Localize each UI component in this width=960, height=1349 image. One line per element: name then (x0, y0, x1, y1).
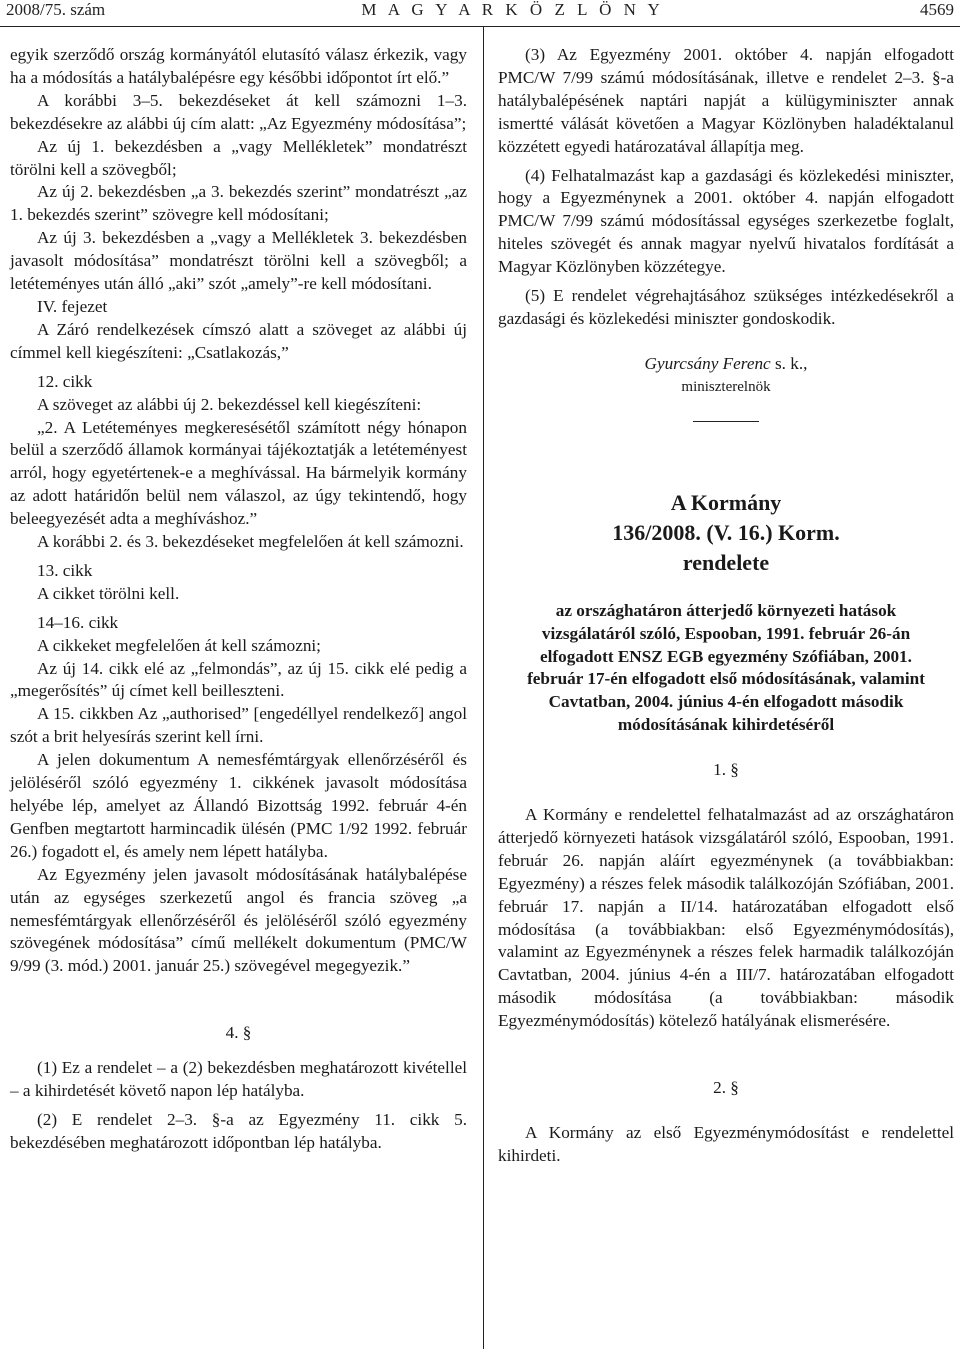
signature-line (498, 353, 954, 376)
government-heading: A Kormány (670, 489, 782, 515)
page-number: 4569 (919, 0, 954, 19)
section-heading: 4. § (225, 1023, 252, 1043)
paragraph: (4) Felhatalmazást kap a gazdasági és közlekedési miniszter, hogy a Egyezménynek a 2001. október 4. napján elfogadott PMC/W 7/99 számú módosítással egységes szerkezetbe foglalt, hiteles szövegét és annak magyar nyelvű hivatalos fordítását a Magyar Közlönyben közzétegye. (498, 165, 954, 277)
header-rule (0, 26, 960, 27)
article-heading: 14–16. cikk (37, 612, 119, 632)
paragraph: egyik szerződő ország kormányától elutasító válasz érkezik, vagy ha a módosítás a hatálybalépésre egy későbbi időpontot írt elő.” (10, 45, 467, 87)
decree-word: rendelete (682, 549, 770, 575)
section-heading: 1. § (713, 760, 739, 780)
signer-title: miniszterelnök (681, 378, 771, 395)
page-header (6, 0, 954, 24)
paragraph: „2. A Letéteményes megkeresésétől számított négy hónapon belül a szerződő államok kormányai tájékoztatják a letéteményest arról, hogy egyetértenek-e a meghívással. Ha bármelyik kormány az adott határidőn belül nem válaszol, az úgy tekintendő, hogy beleegyezését adta a meghíváshoz.” (10, 417, 467, 529)
paragraph: A szöveget az alábbi új 2. bekezdéssel kell kiegészíteni: (37, 394, 422, 414)
paragraph: (3) Az Egyezmény 2001. október 4. napján elfogadott PMC/W 7/99 számú módosításának, illetve e rendelet 2–3. §-a hatálybalépésének naptári napját a külügyminiszter annak ismertté válását követően a Magyar Közlönyben haladéktalanul közzétett egyedi határozatával állapítja meg. (498, 45, 954, 156)
signer-suffix: s. k., (770, 353, 808, 373)
paragraph: (5) E rendelet végrehajtásához szükséges intézkedésekről a gazdasági és közlekedési miniszter gondoskodik. (498, 286, 954, 328)
paragraph: A Kormány az első Egyezménymódosítást e rendelettel kihirdeti. (498, 1123, 954, 1165)
paragraph: Az új 1. bekezdésben a „vagy Mellékletek” mondatrészt törölni kell a szövegből; (10, 136, 467, 179)
decree-number: 136/2008. (V. 16.) Korm. (612, 519, 840, 545)
section-heading: 2. § (713, 1078, 739, 1098)
paragraph: Az új 3. bekezdésben a „vagy a Mellékletek 3. bekezdésben javasolt módosítása” mondatrészt törölni kell a szövegből; a letéteményes után álló „aki” szót „amely”-re kell módosítani. (10, 228, 467, 294)
signer-name: Gyurcsány Ferenc (644, 353, 771, 373)
paragraph: A 15. cikkben Az „authorised” [engedéllyel rendelkező] angol szót a brit helyesírás szerint kell írni. (10, 704, 467, 747)
article-heading: 12. cikk (37, 371, 93, 391)
paragraph: A korábbi 2. és 3. bekezdéseket megfelelően át kell számozni. (37, 532, 464, 552)
paragraph: A cikket törölni kell. (37, 583, 180, 603)
decree-title: az országhatáron átterjedő környezeti hatások vizsgálatáról szóló, Espooban, 1991. február 26-án elfogadott ENSZ EGB egyezmény Szófiában, 2001. február 17-én elfogadott első módosításának, valamint Cavtatban, 2004. június 4-én elfogadott második módosításának kihirdetéséről (527, 600, 925, 735)
paragraph: A jelen dokumentum A nemesfémtárgyak ellenőrzéséről és jelöléséről szóló egyezmény 1. cikkének javasolt módosítása helyébe lép, amelyet az Állandó Bizottság 1992. február 4-én Genfben megtartott harmincadik ülésén (PMC 1/92 1992. február 26.) fogadott el, és amely nem lépett hatályba. (10, 750, 467, 861)
chapter-heading: IV. fejezet (37, 296, 108, 316)
paragraph: Az Egyezmény jelen javasolt módosításának hatálybalépése után az egységes szerkezetű angol és francia szöveg „a nemesfémtárgyak ellenőrzéséről és jelöléséről szóló egyezmény szövegének módosítása” című mellékelt dokumentum (PMC/W 9/99 (3. mód.) 2001. január 25.) szövegével megegyezik.” (10, 864, 467, 976)
right-column (498, 44, 954, 1168)
article-heading: 13. cikk (37, 560, 93, 580)
journal-title: M A G Y A R K Ö Z L Ö N Y (361, 0, 664, 19)
paragraph: Az új 14. cikk elé az „felmondás”, az új 15. cikk elé pedig a „megerősítés” új címet kell beilleszteni. (10, 658, 467, 701)
paragraph: A Kormány e rendelettel felhatalmazást ad az országhatáron átterjedő környezeti hatások vizsgálatáról szóló, Espooban, 1991. február 26. napján aláírt egyezménynek (a továbbiakban: Egyezmény) a részes felek második találkozóján Szófiában, 2001. február 17. napján a II/14. határozatában elfogadott első módosítása (a továbbiakban: első Egyezménymódosítás), valamint az Egyezménynek a részes felek harmadik találkozóján Cavtatban, 2004. június 4-én a III/7. határozatában elfogadott második módosítása (a továbbiakban: második Egyezménymódosítás) kötelező hatályának elismerésére. (498, 805, 954, 1031)
left-column (10, 44, 467, 1155)
paragraph: (1) Ez a rendelet – a (2) bekezdésben meghatározott kivétellel – a kihirdetését követő napon lép hatályba. (10, 1058, 467, 1101)
paragraph: Az új 2. bekezdésben „a 3. bekezdés szerint” mondatrészt „az 1. bekezdés szerint” szövegre kell módosítani; (10, 182, 467, 225)
paragraph: A Záró rendelkezések címszó alatt a szöveget az alábbi új címmel kell kiegészíteni: „Csatlakozás,” (10, 319, 467, 362)
paragraph: (2) E rendelet 2–3. §-a az Egyezmény 11. cikk 5. bekezdésében meghatározott időpontban lép hatályba. (10, 1109, 467, 1152)
paragraph: A cikkeket megfelelően át kell számozni; (37, 635, 321, 655)
column-divider (483, 26, 484, 1349)
paragraph: A korábbi 3–5. bekezdéseket át kell számozni 1–3. bekezdésekre az alábbi új cím alatt: „Az Egyezmény módosítása”; (10, 90, 467, 133)
issue-number: 2008/75. szám (6, 0, 106, 19)
